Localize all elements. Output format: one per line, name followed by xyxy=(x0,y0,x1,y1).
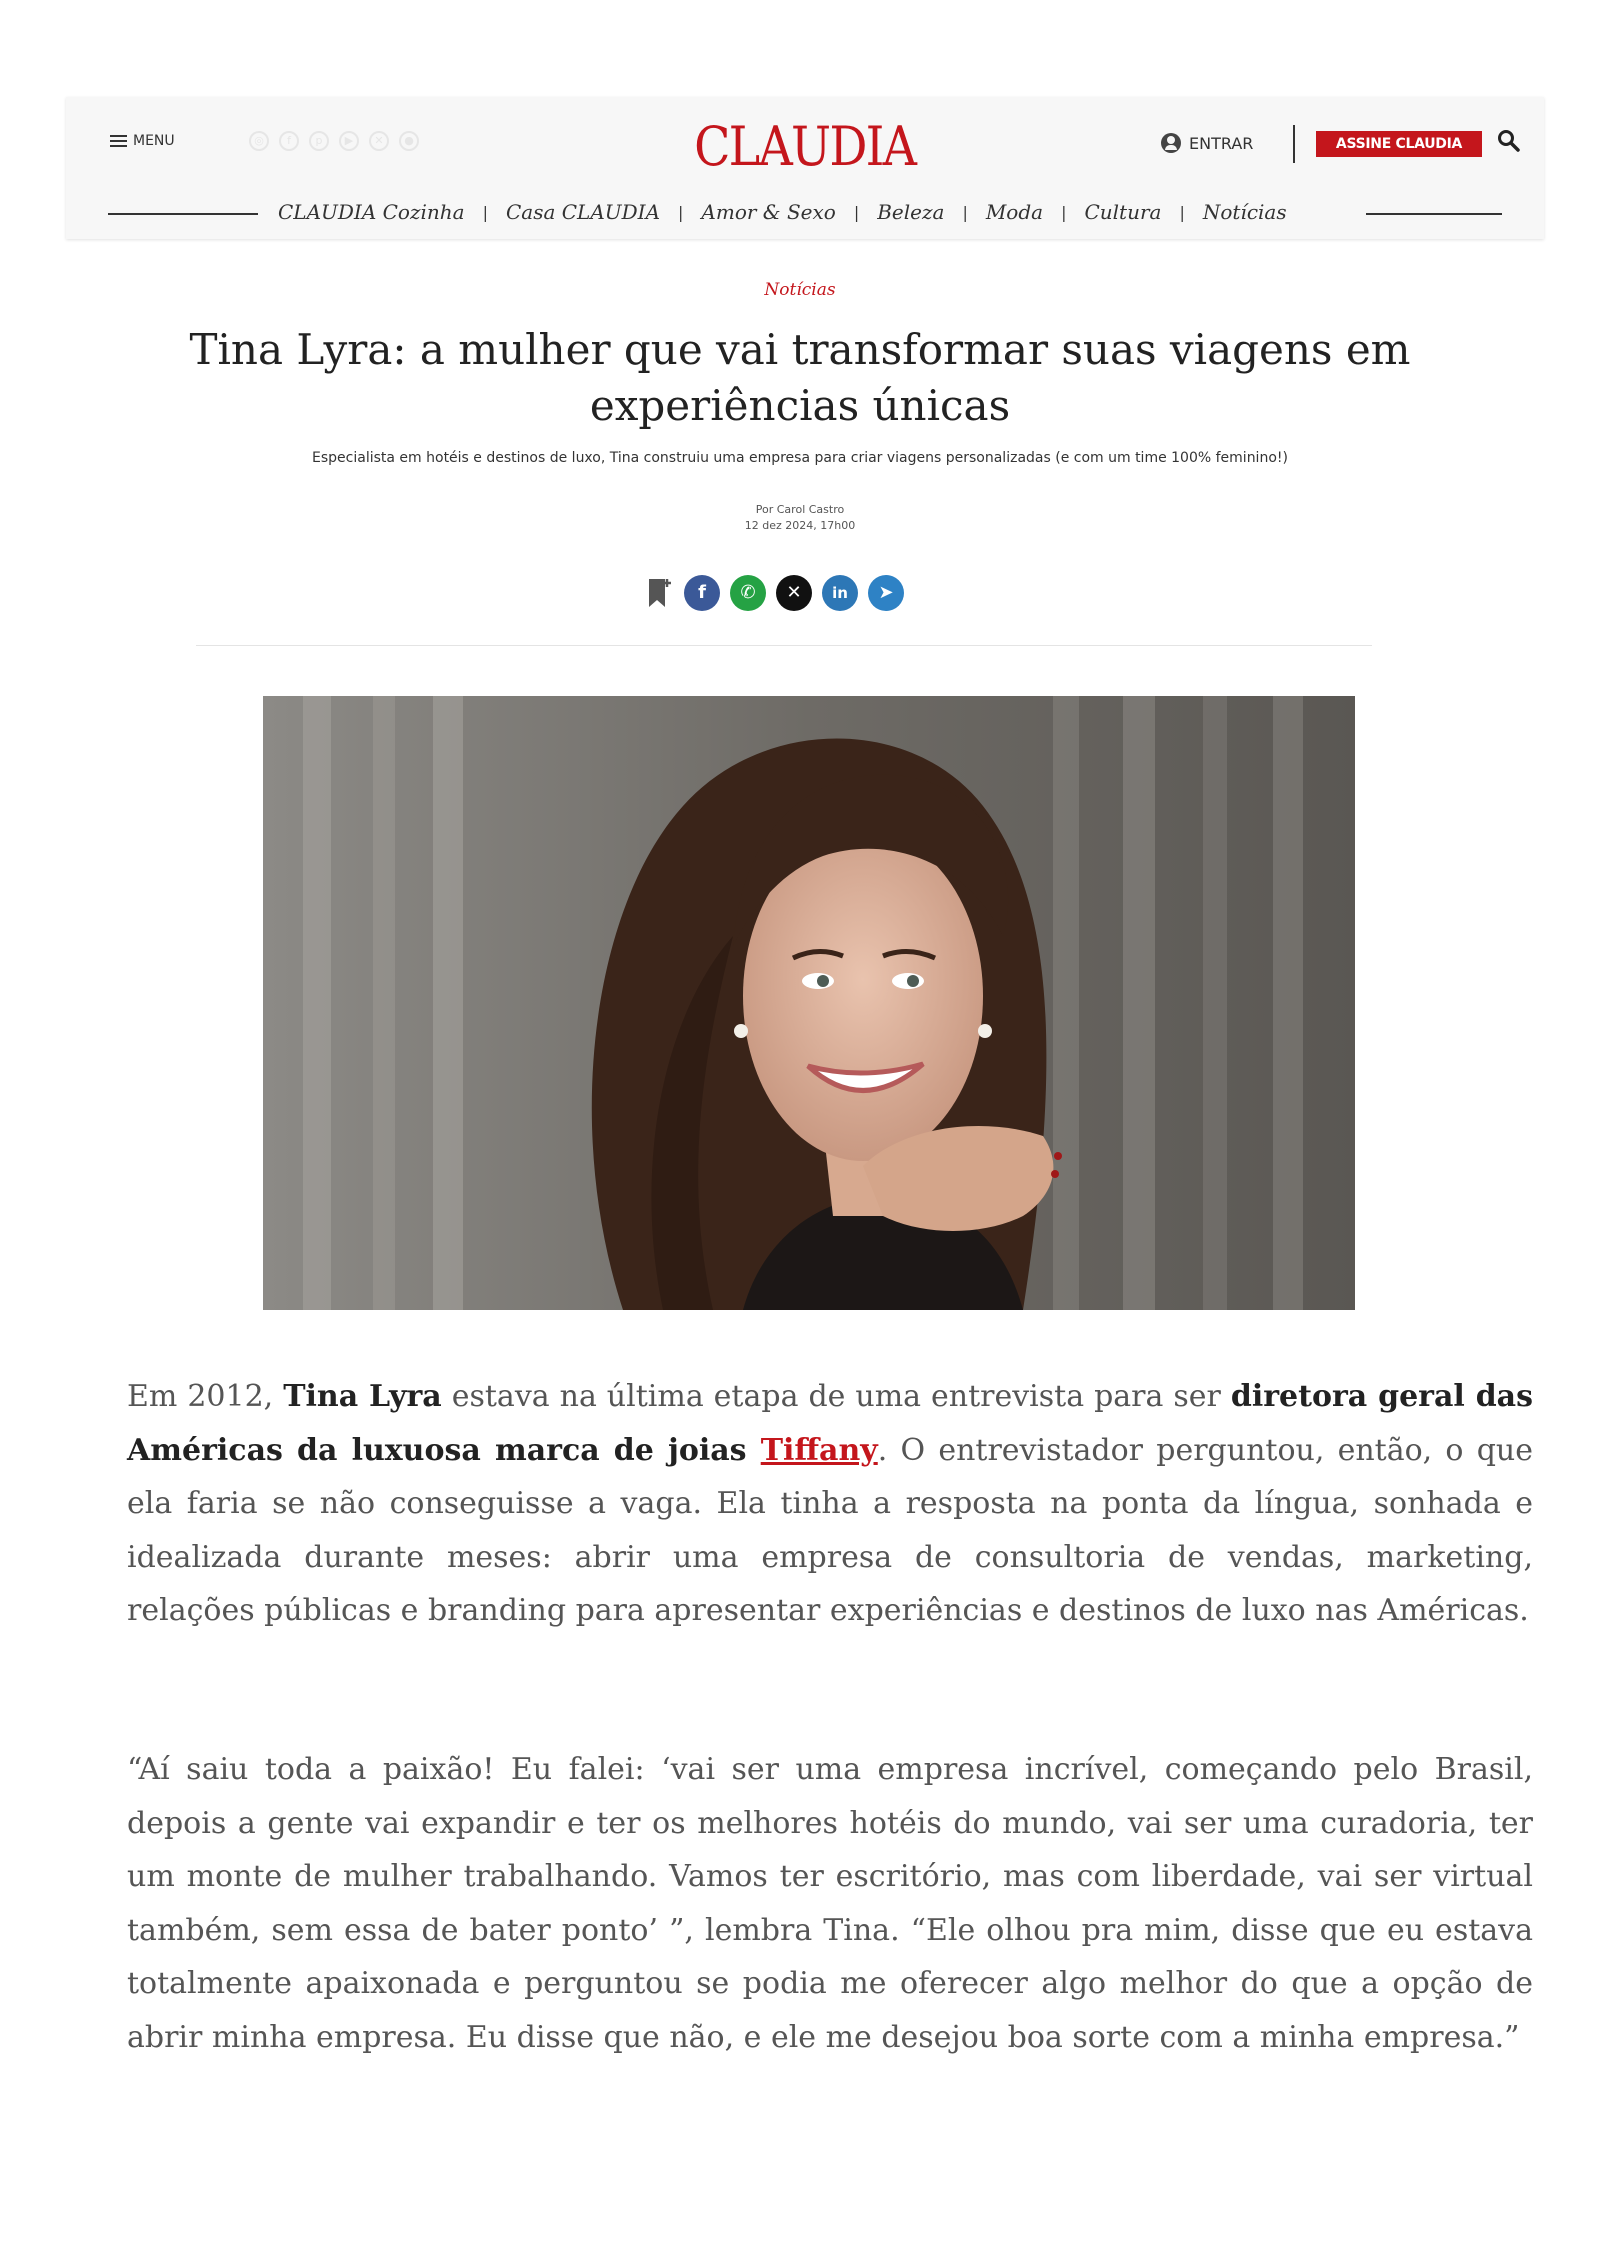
youtube-icon[interactable]: ▶ xyxy=(339,131,359,151)
top-bar xyxy=(66,97,1544,192)
nav-item-beleza[interactable]: Beleza xyxy=(877,200,945,224)
article-deck: Especialista em hotéis e destinos de luxo, Tina construiu uma empresa para criar viagens personalizadas (e com um time 100% feminino!) xyxy=(312,450,1288,466)
portrait-illustration xyxy=(263,696,1355,1310)
nav-rule-left xyxy=(108,213,258,215)
bold-text: Tina Lyra xyxy=(283,1379,442,1414)
nav-rule-right xyxy=(1366,213,1502,215)
nav-separator: | xyxy=(1061,202,1067,222)
podcast-icon[interactable]: ● xyxy=(399,131,419,151)
x-icon[interactable]: ✕ xyxy=(369,131,389,151)
nav-item-cultura[interactable]: Cultura xyxy=(1084,200,1162,224)
author[interactable]: Por Carol Castro xyxy=(755,503,845,516)
login-button[interactable] xyxy=(1161,133,1253,153)
subscribe-button[interactable]: ASSINE CLAUDIA xyxy=(1316,131,1482,157)
publish-date: 12 dez 2024, 17h00 xyxy=(744,519,856,532)
article-paragraph-2: “Aí saiu toda a paixão! Eu falei: ‘vai ser uma empresa incrível, começando pelo Brasil, depois a gente vai expandir e ter os melhores hotéis do mundo, vai ser uma curadoria, ter um monte de mulher trabalhando. Vamos ter escritório, mas com liberdade, vai ser virtual também, sem essa de bater ponto’ ”, lembra Tina. “Ele olhou pra mim, disse que eu estava totalmente apaixonada e perguntou se podia me oferecer algo melhor do que a opção de abrir minha empresa. Eu disse que não, e ele me desejou boa sorte com a minha empresa.” xyxy=(127,1752,1533,2055)
nav-item-claudia-cozinha[interactable]: CLAUDIA Cozinha xyxy=(278,200,465,224)
article-category[interactable]: Notícias xyxy=(764,280,836,300)
menu-label: MENU xyxy=(133,133,175,149)
bookmark-icon[interactable] xyxy=(646,576,674,610)
site-header xyxy=(66,97,1544,239)
x-icon[interactable]: ✕ xyxy=(776,575,812,611)
paragraph-text: Em 2012, xyxy=(127,1379,284,1414)
telegram-icon[interactable]: ➤ xyxy=(868,575,904,611)
site-logo[interactable]: CLAUDIA xyxy=(694,115,916,178)
hero-photo xyxy=(263,696,1355,1310)
pinterest-icon[interactable]: p xyxy=(309,131,329,151)
nav-item-noticias[interactable]: Notícias xyxy=(1202,200,1287,224)
nav-items xyxy=(278,200,1287,224)
nav-separator: | xyxy=(1179,202,1185,222)
nav-separator: | xyxy=(853,202,860,222)
divider xyxy=(1293,125,1295,163)
nav-separator: | xyxy=(962,202,968,222)
paragraph-text: . O entrevistador perguntou, então, o que ela faria se não conseguisse a vaga. Ela tinha a resposta na ponta da língua, sonhada e idealizada durante meses: abrir uma empresa de consultoria de vendas, marketing, relações públicas e branding para apresentar experiências e destinos de luxo nas Américas. xyxy=(127,1432,1533,1628)
nav-separator: | xyxy=(678,202,684,222)
facebook-icon[interactable]: f xyxy=(684,575,720,611)
linkedin-icon[interactable]: in xyxy=(822,575,858,611)
category-nav xyxy=(66,192,1544,237)
separator-rule xyxy=(196,645,1372,646)
facebook-icon[interactable]: f xyxy=(279,131,299,151)
nav-separator: | xyxy=(482,202,488,222)
nav-item-casa-claudia[interactable]: Casa CLAUDIA xyxy=(505,200,661,224)
paragraph-text: estava na última etapa de uma entrevista para ser xyxy=(441,1379,1231,1414)
user-icon xyxy=(1161,133,1181,153)
nav-item-amor-sexo[interactable]: Amor & Sexo xyxy=(701,200,836,224)
share-bar xyxy=(646,575,904,611)
instagram-icon[interactable]: ◎ xyxy=(249,131,269,151)
nav-item-moda[interactable]: Moda xyxy=(985,200,1044,224)
article-paragraph-1 xyxy=(127,1370,1533,1638)
search-icon[interactable] xyxy=(1496,128,1522,154)
tiffany-link[interactable]: Tiffany xyxy=(760,1432,878,1468)
whatsapp-icon[interactable]: ✆ xyxy=(730,575,766,611)
byline xyxy=(0,502,1600,534)
login-label: ENTRAR xyxy=(1189,133,1254,153)
bold-text: diretora geral das Américas da luxuosa marca de joias xyxy=(127,1379,1533,1468)
article-headline: Tina Lyra: a mulher que vai transformar suas viagens em experiências únicas xyxy=(189,325,1411,430)
